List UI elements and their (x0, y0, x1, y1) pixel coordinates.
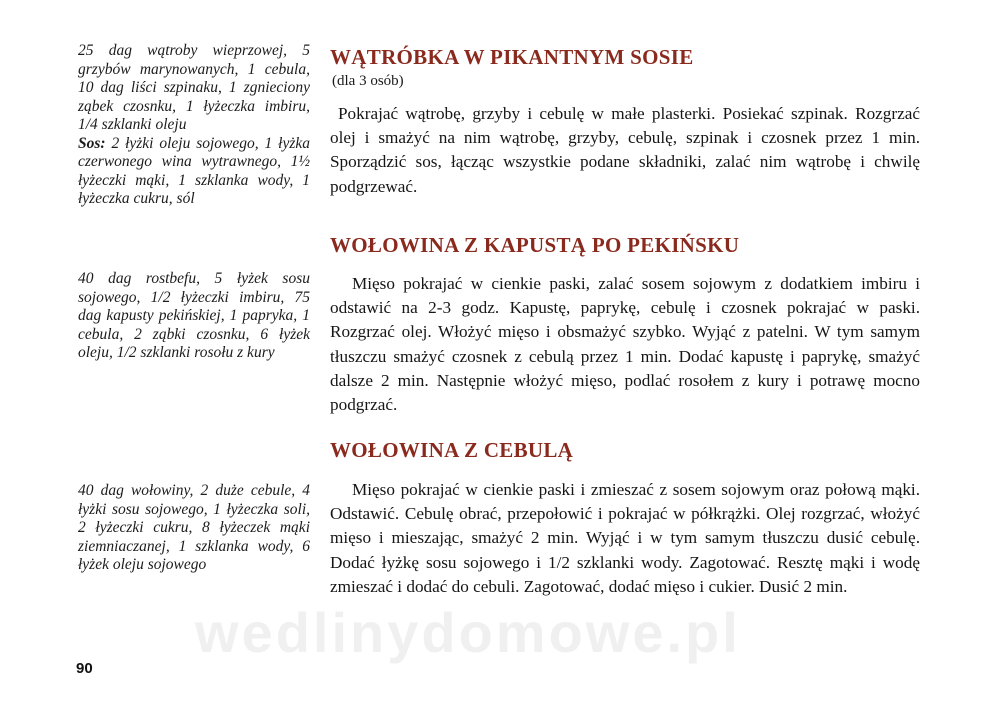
sauce-ingredients: 2 łyżki oleju sojowego, 1 łyżka czerwonego wina wytrawnego, 1½ łyżeczki mąki, 1 szklanka wody, 1 łyżeczka cukru, sól (78, 134, 310, 207)
ingredients-watrobka (78, 42, 310, 209)
ingredients-wolowina-cebula (78, 482, 310, 575)
ingredients-list: 40 dag wołowiny, 2 duże cebule, 4 łyżki sosu sojowego, 1 łyżeczka soli, 2 łyżeczki cukru, 8 łyżeczek mąki ziemniaczanej, 1 szklanka wody, 6 łyżek oleju sojowego (78, 482, 310, 573)
recipe-instructions: Mięso pokrajać w cienkie paski i zmieszać z sosem sojowym oraz połową mąki. Odstawić. Cebulę obrać, przepołowić i pokrajać w półkrążki. Olej rozgrzać, włożyć mięso i mieszając, smażyć 2 min. Wyjąć i w tym samym tłuszczu dusić cebulę. Dodać łyżkę sosu sojowego i 1/2 szklanki wody. Zagotować. Resztę mąki i wodę zmieszać i dodać do cebuli. Zagotować, dodać mięso i cukier. Dusić 2 min. (330, 480, 920, 596)
watermark: wedlinydomowe.pl (195, 601, 741, 664)
ingredients-list: 25 dag wątroby wieprzowej, 5 grzybów marynowanych, 1 cebula, 10 dag liści szpinaku, 1 zgnieciony ząbek czosnku, 1 łyżeczka imbiru, 1/4 szklanki oleju (78, 42, 310, 133)
ingredients-list: 40 dag rostbefu, 5 łyżek sosu sojowego, 1/2 łyżeczki imbiru, 75 dag kapusty pekińskiej, 1 papryka, 1 cebula, 2 ząbki czosnku, 6 łyżek oleju, 1/2 szklanki rosołu z kury (78, 270, 310, 361)
recipe-title: WOŁOWINA Z CEBULĄ (330, 438, 574, 462)
ingredients-wolowina-kapusta (78, 270, 310, 363)
recipe-instructions: Pokrajać wątrobę, grzyby i cebulę w małe plasterki. Posiekać szpinak. Rozgrzać olej i smażyć na nim wątrobę, grzyby, cebulę, szpinak i czosnek przez 1 min. Sporządzić sos, łącząc wszystkie podane składniki, zalać nim wątrobę i chwilę podgrzewać. (330, 104, 920, 196)
recipe-wolowina-kapusta (330, 232, 920, 417)
recipe-wolowina-cebula (330, 437, 920, 599)
recipe-title: WOŁOWINA Z KAPUSTĄ PO PEKIŃSKU (330, 233, 740, 257)
sauce-label: Sos: (78, 134, 106, 152)
recipe-servings: (dla 3 osób) (332, 73, 404, 89)
page-number: 90 (76, 660, 93, 677)
recipe-watrobka (330, 44, 920, 199)
recipe-title: WĄTRÓBKA W PIKANTNYM SOSIE (330, 45, 694, 69)
recipe-instructions: Mięso pokrajać w cienkie paski, zalać sosem sojowym z dodatkiem imbiru i odstawić na 2-3 godz. Kapustę, paprykę, cebulę i czosnek pokrajać w paski. Rozgrzać olej. Włożyć mięso i obsmażyć szybko. Wyjąć z patelni. W tym samym tłuszczu smażyć czosnek z cebulą przez 1 min. Dodać kapustę i paprykę, smażyć dalsze 2 min. Następnie włożyć mięso, podlać rosołem z kury i potrawę mocno podgrzać. (330, 274, 920, 415)
